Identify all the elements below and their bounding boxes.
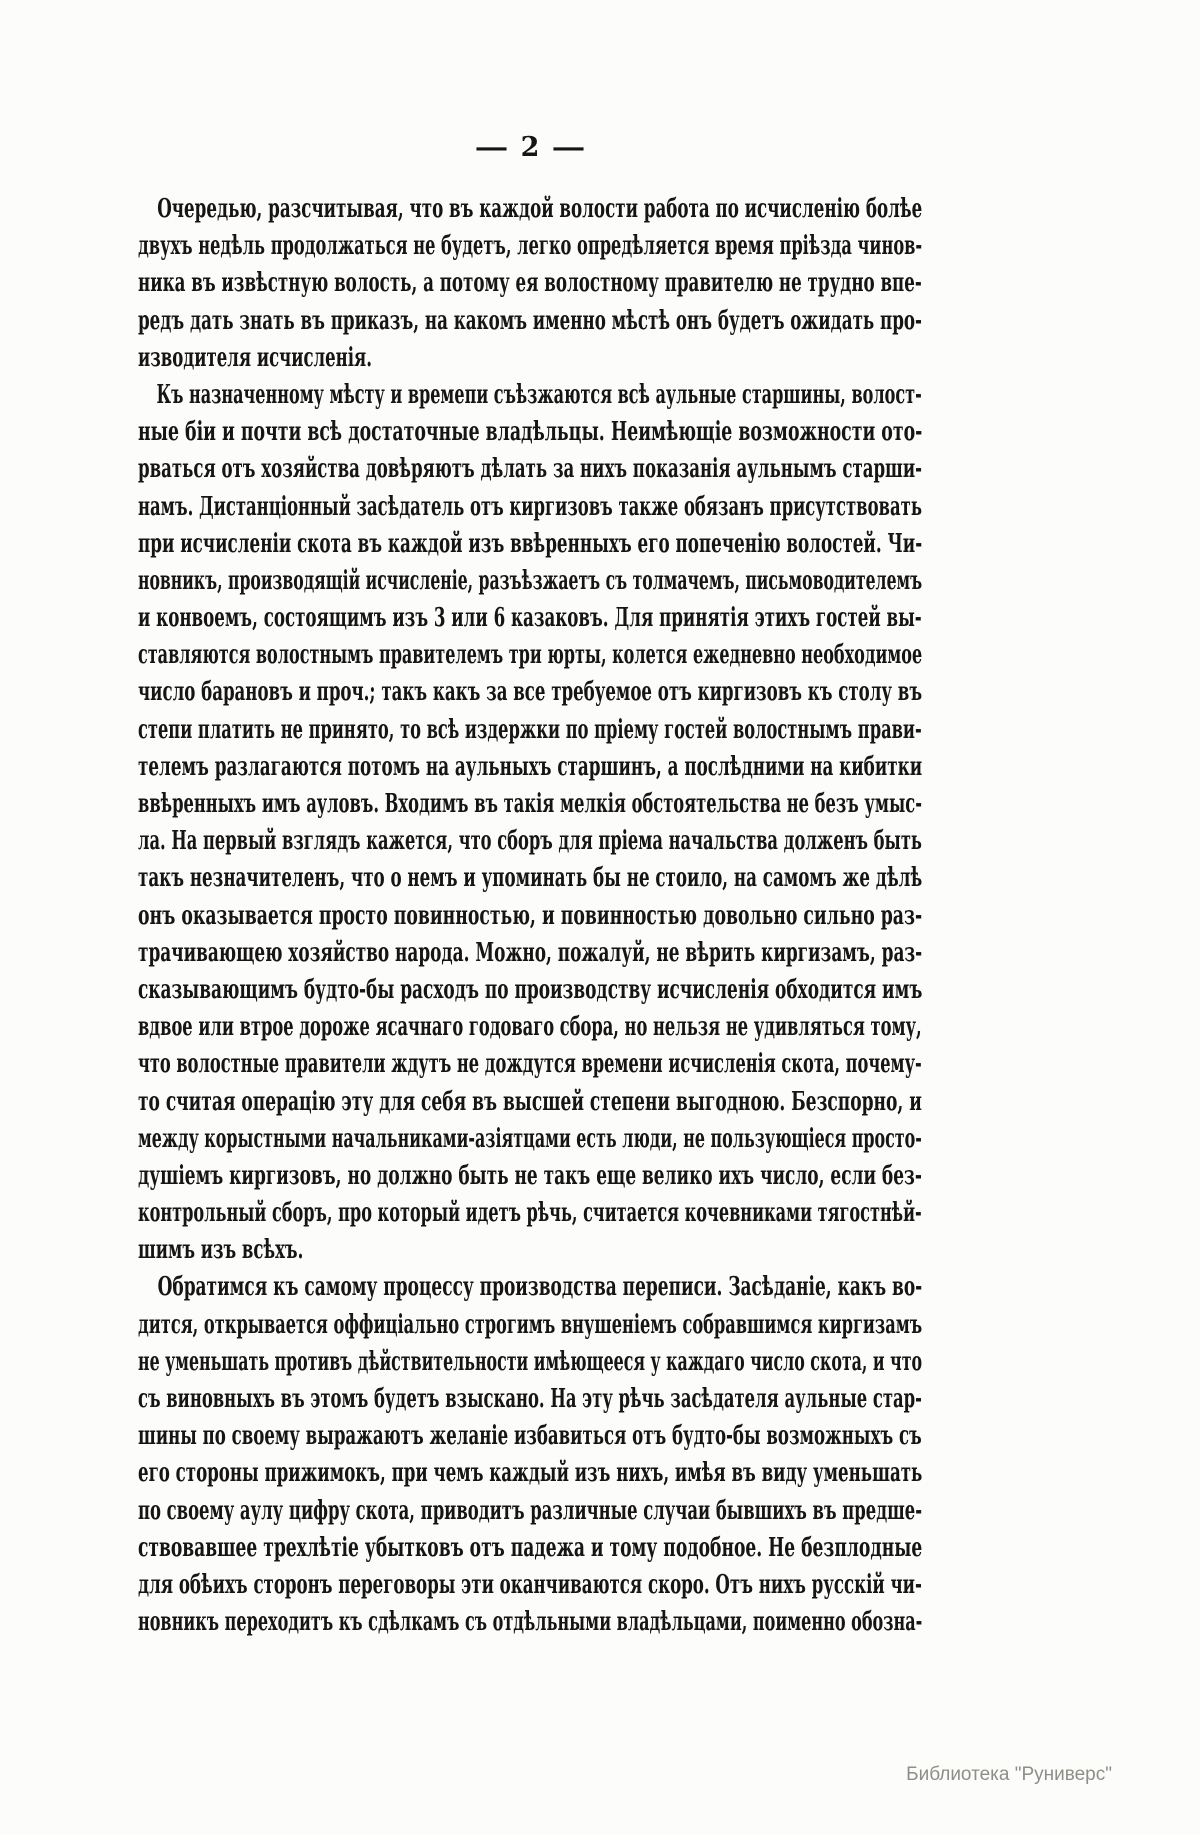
text-line: и конвоемъ, состоящимъ изъ 3 или 6 казаковъ. Для принятія этихъ гостей вы-: [138, 603, 922, 634]
text-line: Къ назначенному мѣсту и времепи съѣзжаются всѣ аульные старшины, волост-: [156, 379, 922, 410]
text-line: телемъ разлагаются потомъ на аульныхъ старшинъ, а послѣдними на кибитки: [138, 751, 923, 782]
text-line: вдвое или втрое дороже ясачнаго годоваго сбора, но нельзя не удивляться тому,: [138, 1012, 922, 1043]
text-line: трачивающею хозяйство народа. Можно, пожалуй, не вѣрить киргизамъ, раз-: [138, 937, 923, 968]
text-line: то считая операцію эту для себя въ высшей степени выгодною. Безспорно, и: [138, 1086, 922, 1117]
text-line: контрольный сборъ, про который идетъ рѣчь, считается кочевниками тягостнѣй-: [138, 1198, 922, 1229]
text-line: ла. На первый взглядъ кажется, что сборъ для пріема начальства долженъ быть: [138, 826, 922, 857]
text-line: новникъ, производящій исчисленіе, разъѣзжаетъ съ толмачемъ, письмоводителемъ: [138, 565, 923, 596]
text-line: для обѣихъ сторонъ переговоры эти оканчиваются скоро. Отъ нихъ русскій чи-: [138, 1569, 922, 1600]
text-line: число барановъ и проч.; такъ какъ за все требуемое отъ киргизовъ къ столу въ: [138, 677, 923, 708]
text-line: шины по своему выражаютъ желаніе избавиться отъ будто-бы возможныхъ съ: [138, 1421, 922, 1452]
page-number: 2: [520, 132, 540, 163]
text-line: между корыстными начальниками-азіятцами есть люди, не пользующіеся просто-: [138, 1123, 922, 1154]
text-line: онъ оказывается просто повинностью, и повинностью довольно сильно раз-: [138, 900, 923, 931]
text-column: [138, 191, 922, 1641]
text-line: Очередью, разсчитывая, что въ каждой волости работа по исчисленію болѣе: [157, 194, 923, 224]
page-number-left-dash: —: [474, 132, 508, 163]
text-line: новникъ переходитъ къ сдѣлкамъ съ отдѣльными владѣльцами, поименно обозна-: [138, 1607, 923, 1638]
text-line: ника въ извѣстную волость, а потому ея волостному правителю не трудно впе-: [138, 268, 922, 299]
library-watermark: Библиотека "Руниверс": [906, 1764, 1112, 1785]
text-line: его стороны прижимокъ, при чемъ каждый изъ нихъ, имѣя въ виду уменьшать: [138, 1458, 923, 1489]
text-line: редъ дать знать въ приказъ, на какомъ именно мѣстѣ онъ будетъ ожидать про-: [138, 305, 922, 336]
text-line: такъ незначителенъ, что о немъ и упоминать бы не стоило, на самомъ же дѣлѣ: [138, 863, 923, 894]
text-line: съ виновныхъ въ этомъ будетъ взыскано. На эту рѣчь засѣдателя аульные стар-: [138, 1384, 922, 1414]
text-line: шимъ изъ всѣхъ.: [138, 1235, 304, 1266]
page-number-right-dash: —: [552, 132, 586, 163]
text-line: Обратимся къ самому процессу производства переписи. Засѣданіе, какъ во-: [157, 1272, 923, 1303]
text-line: намъ. Дистанціонный засѣдатель отъ киргизовъ также обязанъ присутствовать: [138, 491, 922, 522]
text-line: по своему аулу цифру скота, приводитъ различные случаи бывшихъ въ предше-: [138, 1495, 923, 1526]
text-line: двухъ недѣль продолжаться не будетъ, легко опредѣляется время пріѣзда чинов-: [138, 231, 923, 262]
text-line: рваться отъ хозяйства довѣряютъ дѣлать за нихъ показанія аульнымъ старши-: [138, 454, 923, 485]
text-line: ввѣренныхъ имъ ауловъ. Входимъ въ такія мелкія обстоятельства не безъ умыс-: [138, 789, 922, 819]
page-number-header: [138, 132, 922, 163]
text-line: ные біи и почти всѣ достаточные владѣльцы. Неимѣющіе возможности ото-: [138, 417, 923, 448]
text-line: изводителя исчисленія.: [138, 342, 372, 373]
text-line: ставляются волостнымъ правителемъ три юрты, колется ежедневно необходимое: [138, 640, 923, 671]
text-line: ствовавшее трехлѣтіе убытковъ отъ падежа и тому подобное. Не безплодные: [138, 1532, 923, 1563]
text-line: что волостные правители ждутъ не дождутся времени исчисленія скота, почему-: [138, 1049, 922, 1080]
text-line: степи платить не принято, то всѣ издержки по пріему гостей волостнымъ прави-: [138, 714, 922, 745]
text-line: душіемъ киргизовъ, но должно быть не такъ еще велико ихъ число, если без-: [138, 1160, 922, 1191]
text-line: дится, открывается оффиціально строгимъ внушеніемъ собравшимся киргизамъ: [138, 1309, 923, 1340]
text-line: сказывающимъ будто-бы расходъ по производству исчисленія обходится имъ: [138, 974, 923, 1005]
text-line: не уменьшать противъ дѣйствительности имѣющееся у каждаго число скота, и что: [138, 1346, 923, 1377]
text-line: при исчисленіи скота въ каждой изъ ввѣренныхъ его попеченію волостей. Чи-: [138, 528, 923, 559]
